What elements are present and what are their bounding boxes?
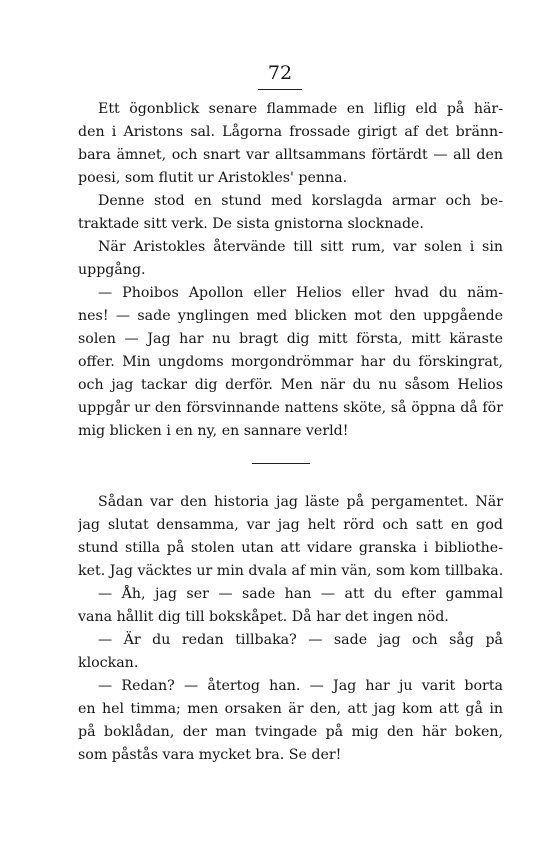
text-line: Sådan var den historia jag läste på pergamentet. När (98, 494, 503, 510)
text-line: offer. Min ungdoms morgondrömmar har du förskingrat, (78, 354, 503, 370)
text-line: mig blicken i en ny, en sannare verld! (78, 423, 349, 439)
text-line: — Åh, jag ser — sade han — att du efter gammal (98, 586, 503, 602)
paragraph (78, 675, 503, 767)
text-line: jag slutat densamma, var jag helt rörd och satt en god (78, 517, 503, 533)
text-line: ket. Jag väcktes ur min dvala af min vän, som kom tillbaka. (78, 563, 503, 579)
text-line: poesi, som flutit ur Aristokles' penna. (78, 170, 348, 186)
text-line: Ett ögonblick senare flammade en liflig eld på här- (98, 101, 503, 117)
paragraph (78, 583, 503, 629)
page-number: 72 (267, 62, 293, 84)
text-line: uppgång. (78, 262, 146, 278)
text-line: som påstås vara mycket bra. Se der! (78, 747, 342, 763)
paragraph (78, 98, 503, 190)
text-section-2 (78, 491, 503, 767)
paragraph (78, 236, 503, 282)
text-line: en hel timma; men orsaken är den, att jag kom att gå in (78, 701, 503, 717)
page-number-rule (258, 89, 302, 90)
text-line: den i Aristons sal. Lågorna frossade girigt af det bränn- (78, 124, 503, 140)
paragraph (78, 491, 503, 583)
text-line: — Är du redan tillbaka? — sade jag och såg på (98, 632, 503, 648)
text-line: När Aristokles återvände till sitt rum, var solen i sin (98, 239, 503, 255)
text-line: — Phoibos Apollon eller Helios eller hvad du näm- (98, 285, 503, 301)
text-line: bara ämnet, och snart var alltsammans förtärdt — all den (78, 147, 503, 163)
text-line: klockan. (78, 655, 139, 671)
paragraph (78, 190, 503, 236)
paragraph (78, 282, 503, 443)
text-line: — Redan? — återtog han. — Jag har ju varit borta (98, 678, 503, 694)
text-line: Denne stod en stund med korslagda armar och be- (98, 193, 503, 209)
text-line: stund stilla på stolen utan att vidare granska i bibliothe- (78, 540, 503, 556)
text-line: och jag tackar dig derför. Men när du nu såsom Helios (78, 377, 503, 393)
text-line: på boklådan, der man tvingade på mig den här boken, (78, 724, 503, 740)
text-section-1 (78, 98, 503, 443)
text-line: uppgår ur den försvinnande nattens sköte, så öppna då för (78, 400, 503, 416)
text-line: solen — Jag har nu bragt dig mitt första, mitt käraste (78, 331, 503, 347)
text-line: vana hållit dig till bokskåpet. Då har det ingen nöd. (78, 609, 449, 625)
paragraph (78, 629, 503, 675)
text-line: traktade sitt verk. De sista gnistorna slocknade. (78, 216, 424, 232)
text-line: nes! — sade ynglingen med blicken mot den uppgående (78, 308, 503, 324)
section-divider (252, 463, 310, 464)
